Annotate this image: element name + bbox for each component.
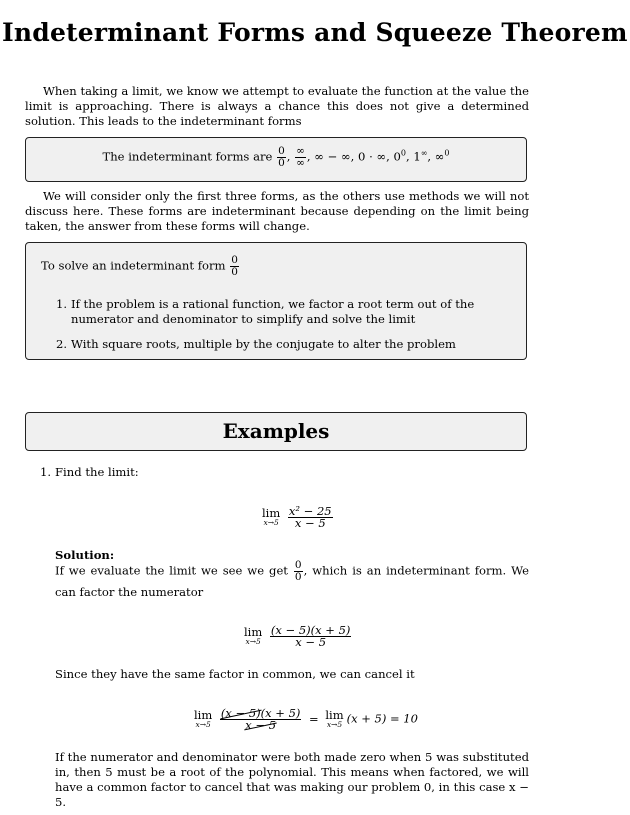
solve-item-1 xyxy=(56,297,514,327)
page-title: Indeterminant Forms and Squeeze Theorem xyxy=(2,18,628,47)
cancelled-denominator: x − 5 xyxy=(245,718,277,732)
forms-line: The indeterminant forms are $\frac{0}{0}$ , $\frac{\infty}{\infty}$ , ∞ − ∞, 0 · ∞, $0^0$, 1∞, ∞$^0$ xyxy=(102,145,450,169)
intro-paragraph: When taking a limit, we know we attempt to evaluate the function at the value the limit is approaching. There is always a chance this does not give a determined solution. This leads to the indeterminant forms xyxy=(25,84,529,128)
solve-zero-over-zero: $\frac{0}{0}$ xyxy=(231,254,238,278)
example-number: 1. xyxy=(40,465,52,479)
solution-text-b: , which is an indeterminant form. We can factor the numerator xyxy=(55,563,529,599)
equation-3: lim x→5 $\frac{(x - 5)(x + 5)}{x - 5}$ = lim x→5 (x + 5) = 10 xyxy=(194,706,418,732)
solve-item-2 xyxy=(56,337,514,352)
item-number: 1. xyxy=(56,297,68,311)
solution-text-a: If we evaluate the limit we see we get xyxy=(55,563,288,578)
examples-heading-box xyxy=(25,412,527,451)
form-inf-over-inf: $\frac{\infty}{\infty}$ xyxy=(296,145,305,169)
forms-inf: , ∞ xyxy=(427,149,445,164)
consider-paragraph: We will consider only the first three forms, as the others use methods we will not discuss here. These forms are indeterminant because depending on the limit being taken, the answer from these forms will change. xyxy=(25,189,529,233)
item-text: If the problem is a rational function, we factor a root term out of the numerator and denominator to simplify and solve the limit xyxy=(71,297,475,326)
examples-heading: Examples xyxy=(222,419,330,443)
solution-label: Solution: xyxy=(55,548,115,562)
cancelled-factor: (x − 5) xyxy=(220,706,261,720)
form-zero-over-zero: $\frac{0}{0}$ xyxy=(278,145,285,169)
final-paragraph: If the numerator and denominator were both made zero when 5 was substituted in, then 5 must be a root of the polynomial. This means when factored, we will have a common factor to cancel that was making our problem 0, in this case x − 5. xyxy=(55,750,529,809)
example-prompt: Find the limit: xyxy=(55,465,139,479)
indeterminant-forms-box xyxy=(25,137,527,182)
forms-exp-zero: 0 xyxy=(400,148,406,158)
solution-zero-over-zero: $\frac{0}{0}$ xyxy=(294,559,302,583)
solve-label-line xyxy=(41,255,240,278)
item-text: With square roots, multiple by the conjugate to alter the problem xyxy=(71,337,456,351)
equation-3-result: (x + 5) = 10 xyxy=(346,711,418,726)
solution-text xyxy=(55,560,529,601)
forms-one: , 1 xyxy=(405,149,421,164)
solve-method-box xyxy=(25,242,527,360)
cancel-text: Since they have the same factor in common, we can cancel it xyxy=(55,667,415,681)
solve-label: To solve an indeterminant form xyxy=(41,258,226,273)
forms-label: The indeterminant forms are xyxy=(102,149,273,164)
forms-exp-zero-b: 0 xyxy=(444,148,450,158)
forms-exp-inf: ∞ xyxy=(420,148,428,158)
equation-2: lim x→5 $\frac{(x - 5)(x + 5)}{x - 5}$ xyxy=(244,623,351,649)
equation-1: lim x→5 $\frac{\text{x² − 25}}{x - 5}$ xyxy=(262,504,332,530)
forms-rest: , ∞ − ∞, 0 · ∞, 0 xyxy=(306,149,401,164)
item-number: 2. xyxy=(56,337,68,351)
